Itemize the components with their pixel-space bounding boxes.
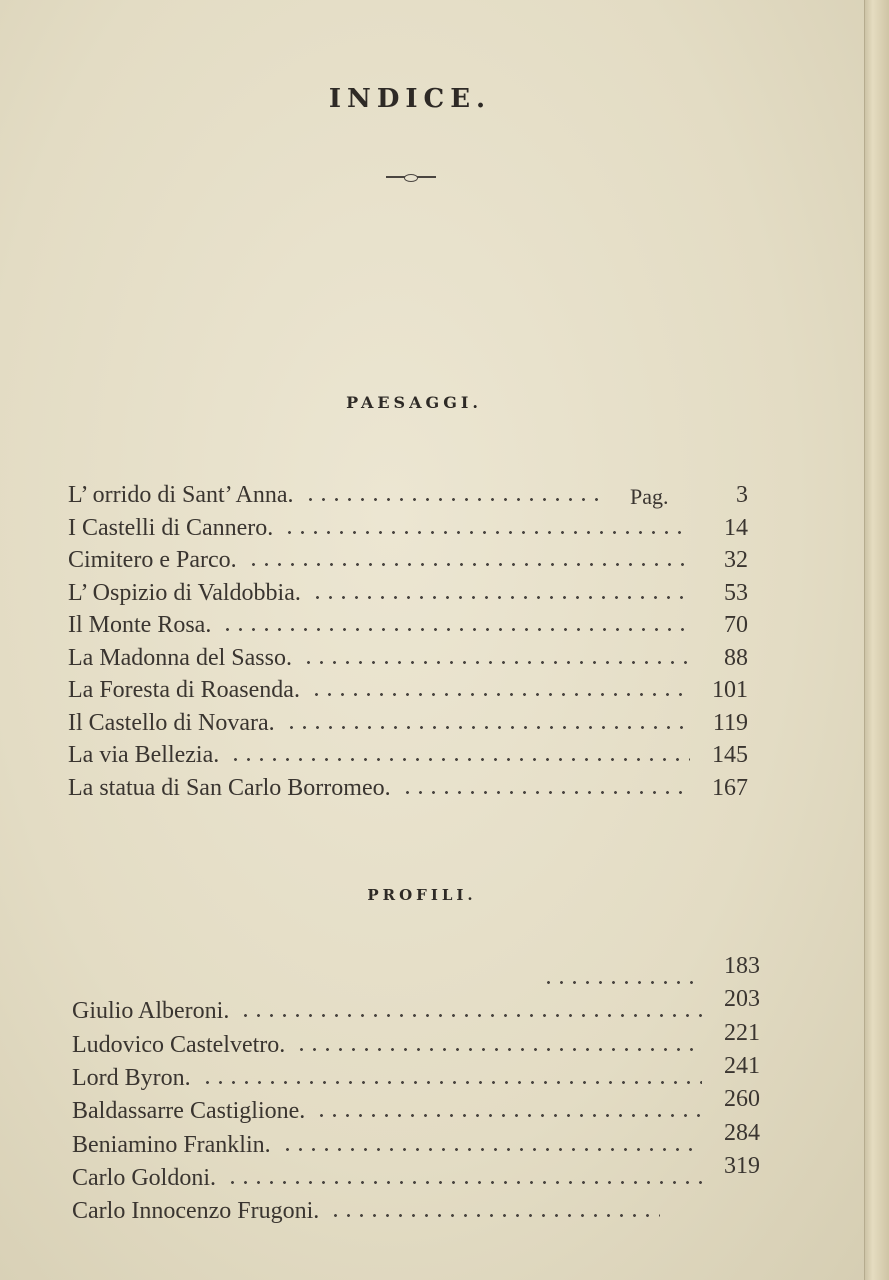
dot-leader xyxy=(229,758,690,761)
toc-entry-page: 88 xyxy=(724,644,748,671)
toc-entry-title: La Foresta di Roasenda. xyxy=(68,677,300,703)
dot-leader xyxy=(201,1081,702,1084)
dot-leader xyxy=(311,596,690,599)
toc-entry xyxy=(68,580,690,610)
toc-entry xyxy=(68,645,690,675)
toc-entry-title: Cimitero e Parco. xyxy=(68,547,237,573)
dot-leader xyxy=(283,531,690,534)
toc-entry xyxy=(68,677,690,707)
toc-entry-page: 284 xyxy=(724,1119,760,1146)
toc-entry-page: 70 xyxy=(724,612,748,638)
section-heading-paesaggi: PAESAGGI. xyxy=(346,393,482,412)
toc-entry-page: 14 xyxy=(724,514,748,541)
toc-entry-page: 260 xyxy=(724,1086,760,1113)
section-heading-profili: PROFILI. xyxy=(367,886,477,904)
dot-leader xyxy=(226,1181,702,1184)
ornamental-rule-center xyxy=(404,174,418,182)
toc-entry xyxy=(68,612,690,642)
toc-entry-page: 203 xyxy=(724,986,760,1013)
toc-entry-title: L’ Ospizio di Valdobbia. xyxy=(68,579,301,606)
toc-entry-title: Lord Byron. xyxy=(72,1064,191,1091)
toc-entry xyxy=(72,998,702,1028)
toc-entry-page: 241 xyxy=(724,1052,760,1079)
page-gutter-line xyxy=(864,0,865,1280)
toc-entry-page: 221 xyxy=(724,1019,760,1046)
toc-entry xyxy=(72,1032,702,1062)
dot-leader xyxy=(310,693,690,696)
toc-entry-page: 145 xyxy=(712,742,748,768)
dot-leader xyxy=(304,498,608,501)
dot-leader xyxy=(542,981,702,984)
toc-entry-title: La statua di San Carlo Borromeo. xyxy=(68,774,391,801)
toc-entry xyxy=(68,710,690,740)
toc-entry-page: 119 xyxy=(712,709,748,736)
toc-entry xyxy=(68,547,690,577)
dot-leader xyxy=(295,1048,702,1051)
dot-leader xyxy=(302,661,690,664)
dot-leader xyxy=(401,791,690,794)
dot-leader xyxy=(221,628,690,631)
page-edge xyxy=(864,0,889,1280)
dot-leader xyxy=(247,563,690,566)
toc-entry xyxy=(72,1065,702,1095)
toc-entry xyxy=(72,1132,702,1162)
toc-entry-page: 183 xyxy=(724,953,760,979)
toc-entry-title: Il Monte Rosa. xyxy=(68,612,212,638)
toc-entry xyxy=(72,1165,702,1195)
toc-entry-title: Carlo Goldoni. xyxy=(72,1164,216,1191)
dot-leader xyxy=(329,1214,660,1217)
toc-entry-page: 53 xyxy=(724,579,748,606)
toc-entry-title: Giulio Alberoni. xyxy=(72,998,230,1025)
toc-entry xyxy=(72,1098,702,1128)
toc-entry-title: Ludovico Castelvetro. xyxy=(72,1031,286,1058)
toc-entry-title: Beniamino Franklin. xyxy=(72,1131,271,1158)
toc-entry-title: I Castelli di Cannero. xyxy=(68,514,274,541)
toc-entry-title: L’ orrido di Sant’ Anna. xyxy=(68,482,294,508)
toc-entry-title: Il Castello di Novara. xyxy=(68,709,275,736)
toc-entry-page: 3 xyxy=(736,482,748,508)
toc-entry-title: Carlo Innocenzo Frugoni. xyxy=(72,1198,320,1225)
toc-entry xyxy=(68,482,690,512)
toc-entry-page: 32 xyxy=(724,547,748,573)
toc-entry-title: La Madonna del Sasso. xyxy=(68,644,292,671)
toc-entry-page: 319 xyxy=(724,1152,760,1179)
toc-entry xyxy=(68,742,690,772)
toc-entry-page: 167 xyxy=(712,774,748,801)
page-label: Pag. xyxy=(630,484,669,509)
toc-entry-page: 101 xyxy=(712,677,748,703)
toc-entry xyxy=(72,1198,702,1228)
toc-entry-title: Baldassarre Castiglione. xyxy=(72,1098,306,1125)
dot-leader xyxy=(281,1148,702,1151)
dot-leader xyxy=(285,726,690,729)
index-title: INDICE. xyxy=(328,84,492,114)
dot-leader xyxy=(315,1114,702,1117)
toc-entry-title: La via Bellezia. xyxy=(68,742,220,768)
dot-leader xyxy=(239,1014,702,1017)
toc-entry xyxy=(68,775,690,805)
toc-entry xyxy=(72,965,702,995)
toc-entry xyxy=(68,515,690,545)
